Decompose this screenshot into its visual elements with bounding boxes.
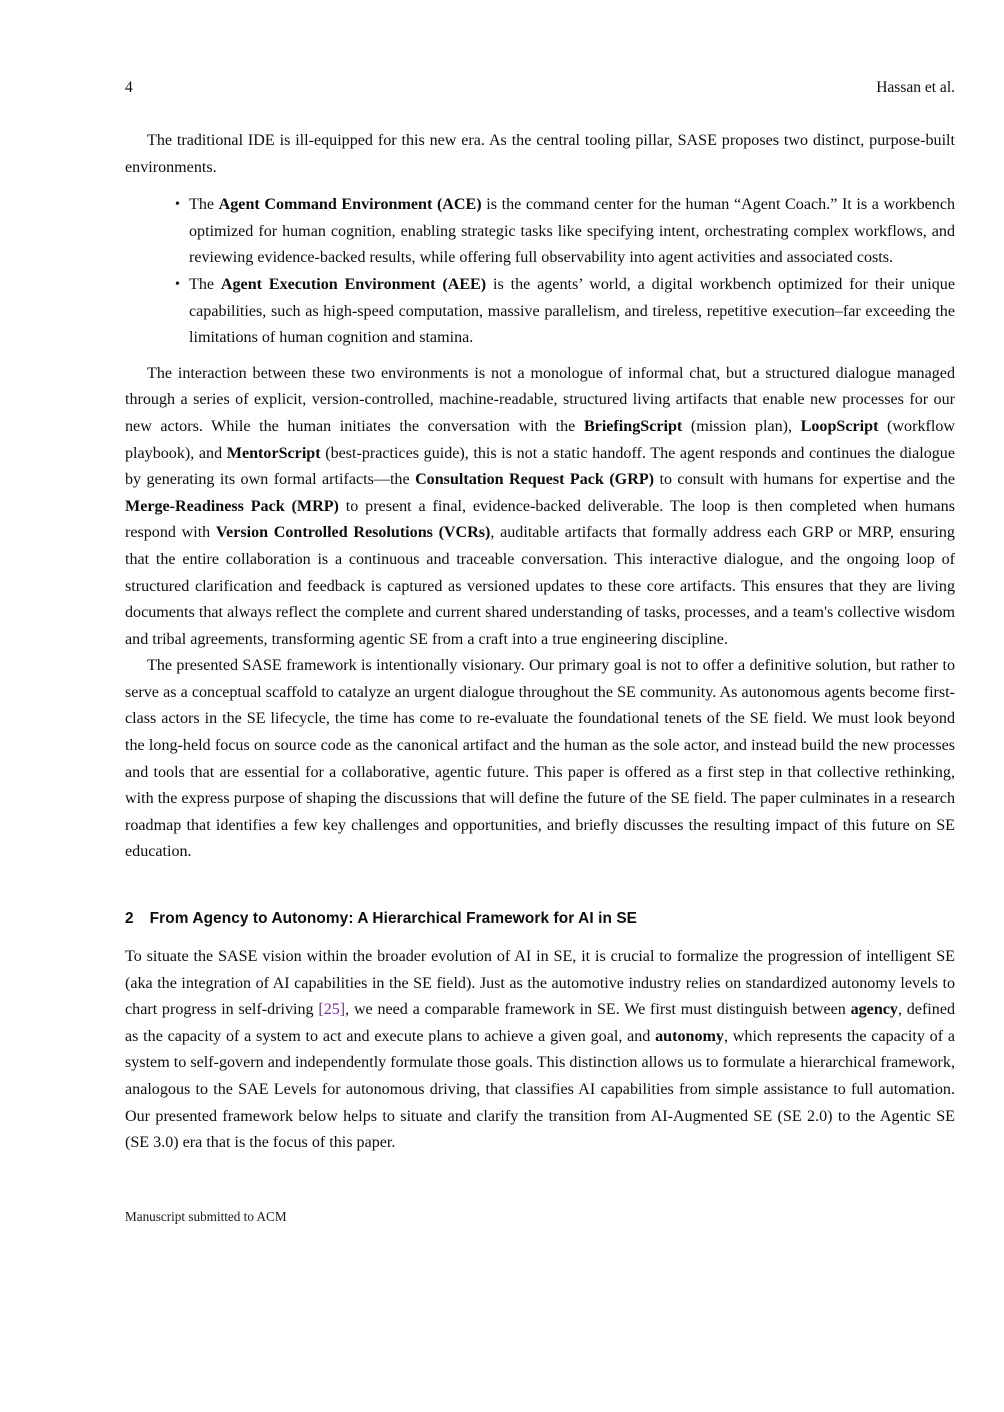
- term-merge-readiness-pack: Merge-Readiness Pack (MRP): [125, 497, 339, 515]
- text-segment: , auditable artifacts that formally address each GRP or MRP, ensuring that the entire collaboration is a continuous and traceable conversation. This interactive dialogue, and the ongoing loop of structured clarification and feedback is captured as versioned updates to these core artifacts. This ensures that they are living documents that always reflect the complete and current shared understanding of tasks, processes, and a team's collective wisdom and tribal agreements, transforming agentic SE from a craft into a true engineering discipline.: [125, 524, 955, 648]
- text-segment: , which represents the capacity of a system to self-govern and independently formulate those goals. This distinction allows us to formulate a hierarchical framework, analogous to the SAE Levels for autonomous driving, that classifies AI capabilities from simple assistance to full automation. Our presented framework below helps to situate and clarify the transition from AI-Augmented SE (SE 2.0) to the Agentic SE (SE 3.0) era that is the focus of this paper.: [125, 1027, 955, 1152]
- paragraph-intro: [125, 128, 955, 181]
- spacer: [125, 352, 955, 361]
- paragraph-visionary: [125, 653, 955, 866]
- list-item-lead: The: [189, 275, 221, 293]
- term-consultation-request-pack: Consultation Request Pack (GRP): [415, 471, 655, 489]
- paragraph-section2: [125, 944, 955, 1157]
- text-segment: to present a final, evidence-backed deliverable. The loop is then completed when humans respond with: [125, 497, 955, 542]
- term-loopscript: LoopScript: [800, 417, 879, 435]
- bullet-icon: •: [175, 276, 180, 292]
- text-segment: (mission plan),: [682, 417, 801, 435]
- text-segment: , we need a comparable framework in SE. We first must distinguish between: [345, 1001, 851, 1019]
- term-mentorscript: MentorScript: [226, 444, 321, 462]
- spacer: [125, 866, 955, 908]
- paragraph-visionary-text: The presented SASE framework is intentionally visionary. Our primary goal is not to offer a definitive solution, but rather to serve as a conceptual scaffold to catalyze an urgent dialogue throughout the SE community. As autonomous agents become first-class actors in the SE lifecycle, the time has come to re-evaluate the foundational tenets of the SE field. We must look beyond the long-held focus on source code as the canonical artifact and the human as the sole actor, and instead build the new processes and tools that are essential for a collaborative, agentic future. This paper is offered as a first step in that collective rethinking, with the express purpose of shaping the discussions that will define the future of the SE field. The paper culminates in a research roadmap that identifies a few key challenges and opportunities, and briefly discusses the resulting impact of this future on SE education.: [125, 657, 955, 861]
- page-footer: Manuscript submitted to ACM: [125, 1209, 287, 1224]
- list-item-term: Agent Command Environment (ACE): [218, 196, 482, 214]
- text-segment: (workflow playbook), and: [125, 417, 955, 462]
- list-item-term: Agent Execution Environment (AEE): [220, 275, 487, 293]
- term-autonomy: autonomy: [655, 1027, 724, 1045]
- term-agency: agency: [850, 1001, 898, 1019]
- text-segment: The interaction between these two environments is not a monologue of informal chat, but a structured dialogue managed through a series of explicit, version-controlled, machine-readable, structured living artifacts that enable new processes for our new actors. While the human initiates the conversation with the: [125, 364, 955, 435]
- text-segment: to consult with humans for expertise and the: [654, 471, 955, 489]
- running-head: [125, 78, 955, 98]
- paragraph-interaction: [125, 361, 955, 654]
- list-item: [175, 192, 955, 272]
- page-number: 4: [125, 79, 133, 96]
- list-item-rest: is the agents’ world, a digital workbench optimized for their unique capabilities, such as high-speed computation, massive parallelism, and tireless, repetitive execution–far exceeding the limitations of human cognition and stamina.: [189, 275, 956, 347]
- paragraph-intro-text: The traditional IDE is ill-equipped for this new era. As the central tooling pillar, SASE proposes two distinct, purpose-built environments.: [125, 132, 955, 176]
- list-item: [175, 272, 955, 352]
- environments-list: [125, 192, 955, 352]
- section-number: 2: [125, 910, 134, 928]
- spacer: [125, 930, 955, 944]
- text-segment: (best-practices guide), this is not a static handoff. The agent responds and continues the dialogue by generating its own formal artifacts—the: [125, 444, 955, 489]
- body-column: [125, 128, 955, 1157]
- text-segment: , defined as the capacity of a system to act and execute plans to achieve a given goal, and: [125, 1001, 956, 1045]
- citation-link-25[interactable]: [25]: [318, 1001, 346, 1019]
- running-head-authors: Hassan et al.: [876, 79, 955, 96]
- text-segment: To situate the SASE vision within the broader evolution of AI in SE, it is crucial to formalize the progression of intelligent SE (aka the integration of AI capabilities in the SE field). Just as the automotive industry relies on standardized autonomy levels to chart progress in self-driving: [125, 948, 955, 1019]
- list-item-rest: is the command center for the human “Agent Coach.” It is a workbench optimized for human cognition, enabling strategic tasks like specifying intent, orchestrating complex workflows, and reviewing evidence-backed results, while offering full observability into agent activities and associated costs.: [189, 196, 956, 267]
- list-item-lead: The: [189, 196, 219, 214]
- page-title: From Agency to Autonomy: A Hierarchical Framework for AI in SE: [149, 910, 638, 928]
- term-version-controlled-resolutions: Version Controlled Resolutions (VCRs): [215, 524, 491, 542]
- term-briefingscript: BriefingScript: [583, 417, 683, 435]
- section-heading: [125, 908, 955, 930]
- bullet-icon: •: [175, 197, 180, 213]
